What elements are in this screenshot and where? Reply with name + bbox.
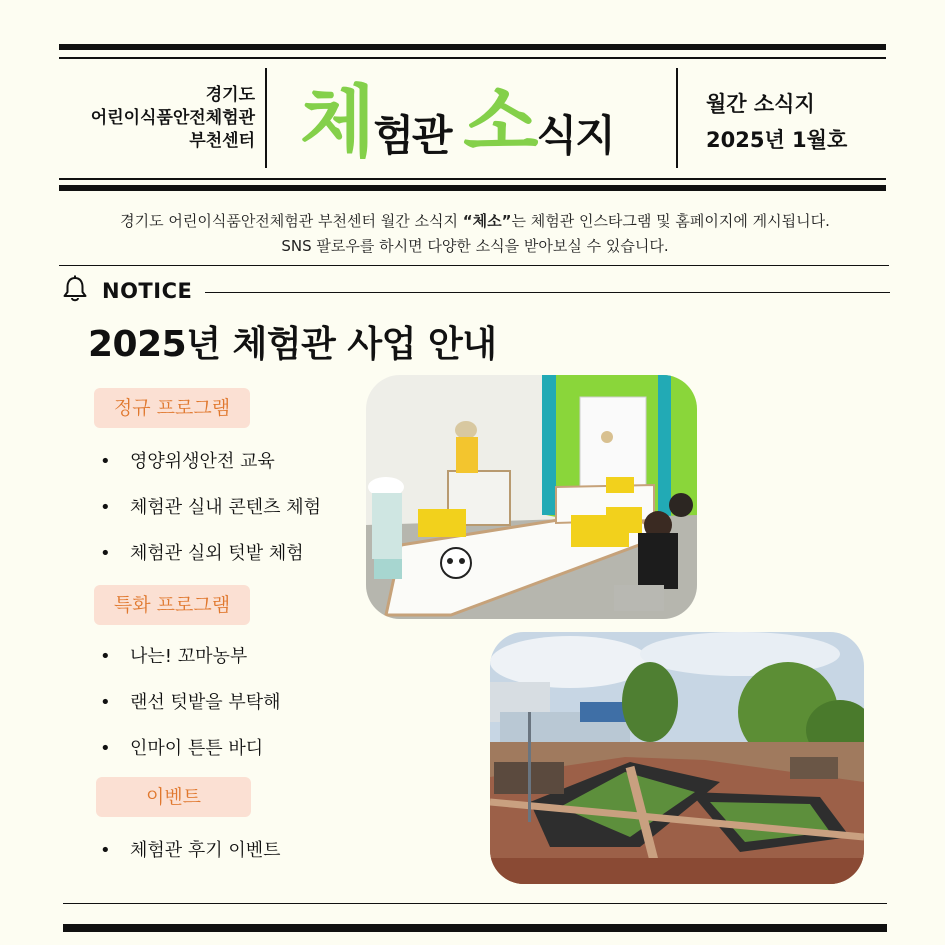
indoor-classroom-photo [366, 375, 697, 619]
notice-rule [205, 292, 890, 293]
masthead-divider-right [676, 68, 678, 168]
notice-label: NOTICE [102, 279, 193, 303]
masthead-rule-thick [59, 185, 886, 191]
section-badge-special: 특화 프로그램 [94, 585, 250, 625]
list-item: • 영양위생안전 교육 [100, 451, 275, 472]
list-item: • 나는! 꼬마농부 [100, 646, 248, 667]
list-item: • 체험관 후기 이벤트 [100, 840, 281, 861]
top-rule-thick [59, 44, 886, 50]
issue-info: 월간 소식지 2025년 1월호 [706, 92, 848, 152]
list-item: • 랜선 텃밭을 부탁해 [100, 692, 281, 713]
top-rule-thin [59, 57, 886, 59]
section-badge-event: 이벤트 [96, 777, 251, 817]
organization-name: 경기도 어린이식품안전체험관 부천센터 [90, 85, 255, 151]
newsletter-title: 체 험관 소 식지 [300, 78, 614, 168]
notice-header [62, 274, 192, 308]
intro-text: 경기도 어린이식품안전체험관 부천센터 월간 소식지 “체소”는 체험관 인스타그램 및 홈페이지에 게시됩니다. SNS 팔로우를 하시면 다양한 소식을 받아보실 수 있습니다. [120, 212, 830, 255]
intro-rule [59, 265, 889, 266]
page-title: 2025년 체험관 사업 안내 [88, 324, 497, 365]
bottom-rule-thick [63, 924, 887, 932]
list-item: • 체험관 실외 텃밭 체험 [100, 543, 304, 564]
list-item: • 인마이 튼튼 바디 [100, 738, 264, 759]
list-item: • 체험관 실내 콘텐츠 체험 [100, 497, 322, 518]
bottom-rule-thin [63, 903, 887, 904]
masthead-divider-left [265, 68, 267, 168]
bell-icon [62, 275, 88, 307]
section-badge-regular: 정규 프로그램 [94, 388, 250, 428]
masthead-rule-thin [59, 178, 886, 180]
outdoor-garden-photo [490, 632, 864, 884]
